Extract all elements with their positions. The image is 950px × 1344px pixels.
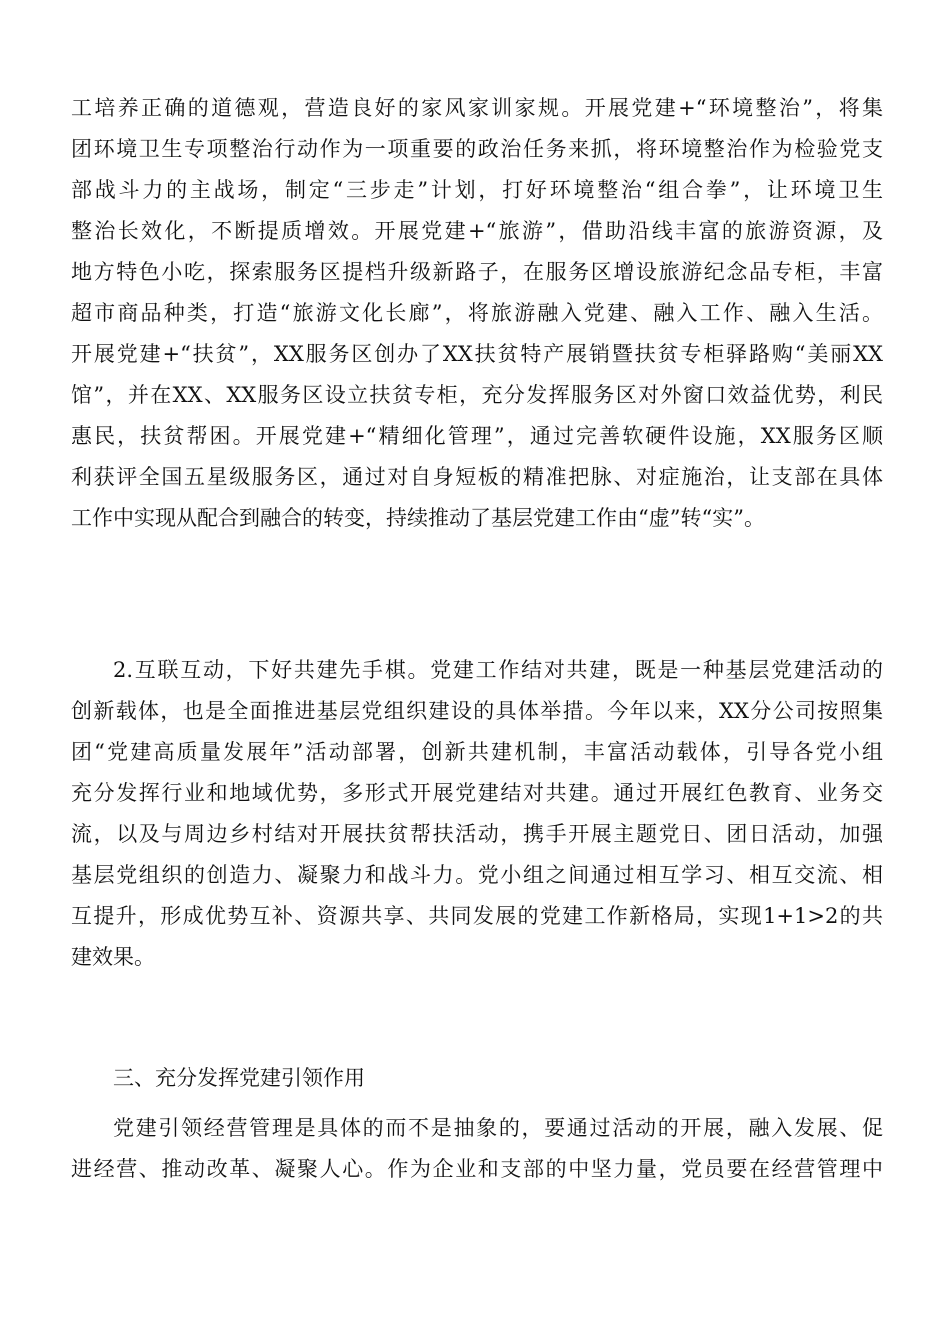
paragraph-3 <box>71 1108 883 1190</box>
section-heading: 三、充分发挥党建引领作用 <box>113 1066 365 1090</box>
text-line: 利获评全国五星级服务区，通过对自身短板的精准把脉、对症施治，让支部在具体 <box>71 465 883 489</box>
text-line: 进经营、推动改革、凝聚人心。作为企业和支部的中坚力量，党员要在经营管理中 <box>71 1157 883 1181</box>
text-line: 2.互联互动，下好共建先手棋。党建工作结对共建，既是一种基层党建活动的 <box>113 658 883 682</box>
text-line: 互提升，形成优势互补、资源共享、共同发展的党建工作新格局，实现1+1>2的共 <box>71 904 883 928</box>
text-line: 馆”，并在XX、XX服务区设立扶贫专柜，充分发挥服务区对外窗口效益优势，利民 <box>71 383 883 407</box>
text-line: 党建引领经营管理是具体的而不是抽象的，要通过活动的开展，融入发展、促 <box>113 1116 883 1140</box>
paragraph-2 <box>71 650 883 978</box>
text-line: 充分发挥行业和地域优势，多形式开展党建结对共建。通过开展红色教育、业务交 <box>71 781 883 805</box>
section-heading-block <box>71 1058 883 1099</box>
text-line: 地方特色小吃，探索服务区提档升级新路子，在服务区增设旅游纪念品专柜，丰富 <box>71 260 883 284</box>
text-line: 基层党组织的创造力、凝聚力和战斗力。党小组之间通过相互学习、相互交流、相 <box>71 863 883 887</box>
text-line: 惠民，扶贫帮困。开展党建+“精细化管理”，通过完善软硬件设施，XX服务区顺 <box>71 424 883 448</box>
text-line: 建效果。 <box>71 945 155 969</box>
text-line: 超市商品种类，打造“旅游文化长廊”，将旅游融入党建、融入工作、融入生活。 <box>71 301 883 325</box>
text-line: 部战斗力的主战场，制定“三步走”计划，打好环境整治“组合拳”，让环境卫生 <box>71 178 883 202</box>
text-line: 创新载体，也是全面推进基层党组织建设的具体举措。今年以来，XX分公司按照集 <box>71 699 883 723</box>
paragraph-continued <box>71 88 883 539</box>
text-line: 整治长效化，不断提质增效。开展党建+“旅游”，借助沿线丰富的旅游资源，及 <box>71 219 883 243</box>
text-line: 开展党建+“扶贫”，XX服务区创办了XX扶贫特产展销暨扶贫专柜驿路购“美丽XX <box>71 342 883 366</box>
text-line: 流，以及与周边乡村结对开展扶贫帮扶活动，携手开展主题党日、团日活动，加强 <box>71 822 883 846</box>
text-line: 团“党建高质量发展年”活动部署，创新共建机制，丰富活动载体，引导各党小组 <box>71 740 883 764</box>
text-line: 团环境卫生专项整治行动作为一项重要的政治任务来抓，将环境整治作为检验党支 <box>71 137 883 161</box>
text-line: 工培养正确的道德观，营造良好的家风家训家规。开展党建+“环境整治”，将集 <box>71 96 883 120</box>
text-line: 工作中实现从配合到融合的转变，持续推动了基层党建工作由“虚”转“实”。 <box>71 506 765 530</box>
